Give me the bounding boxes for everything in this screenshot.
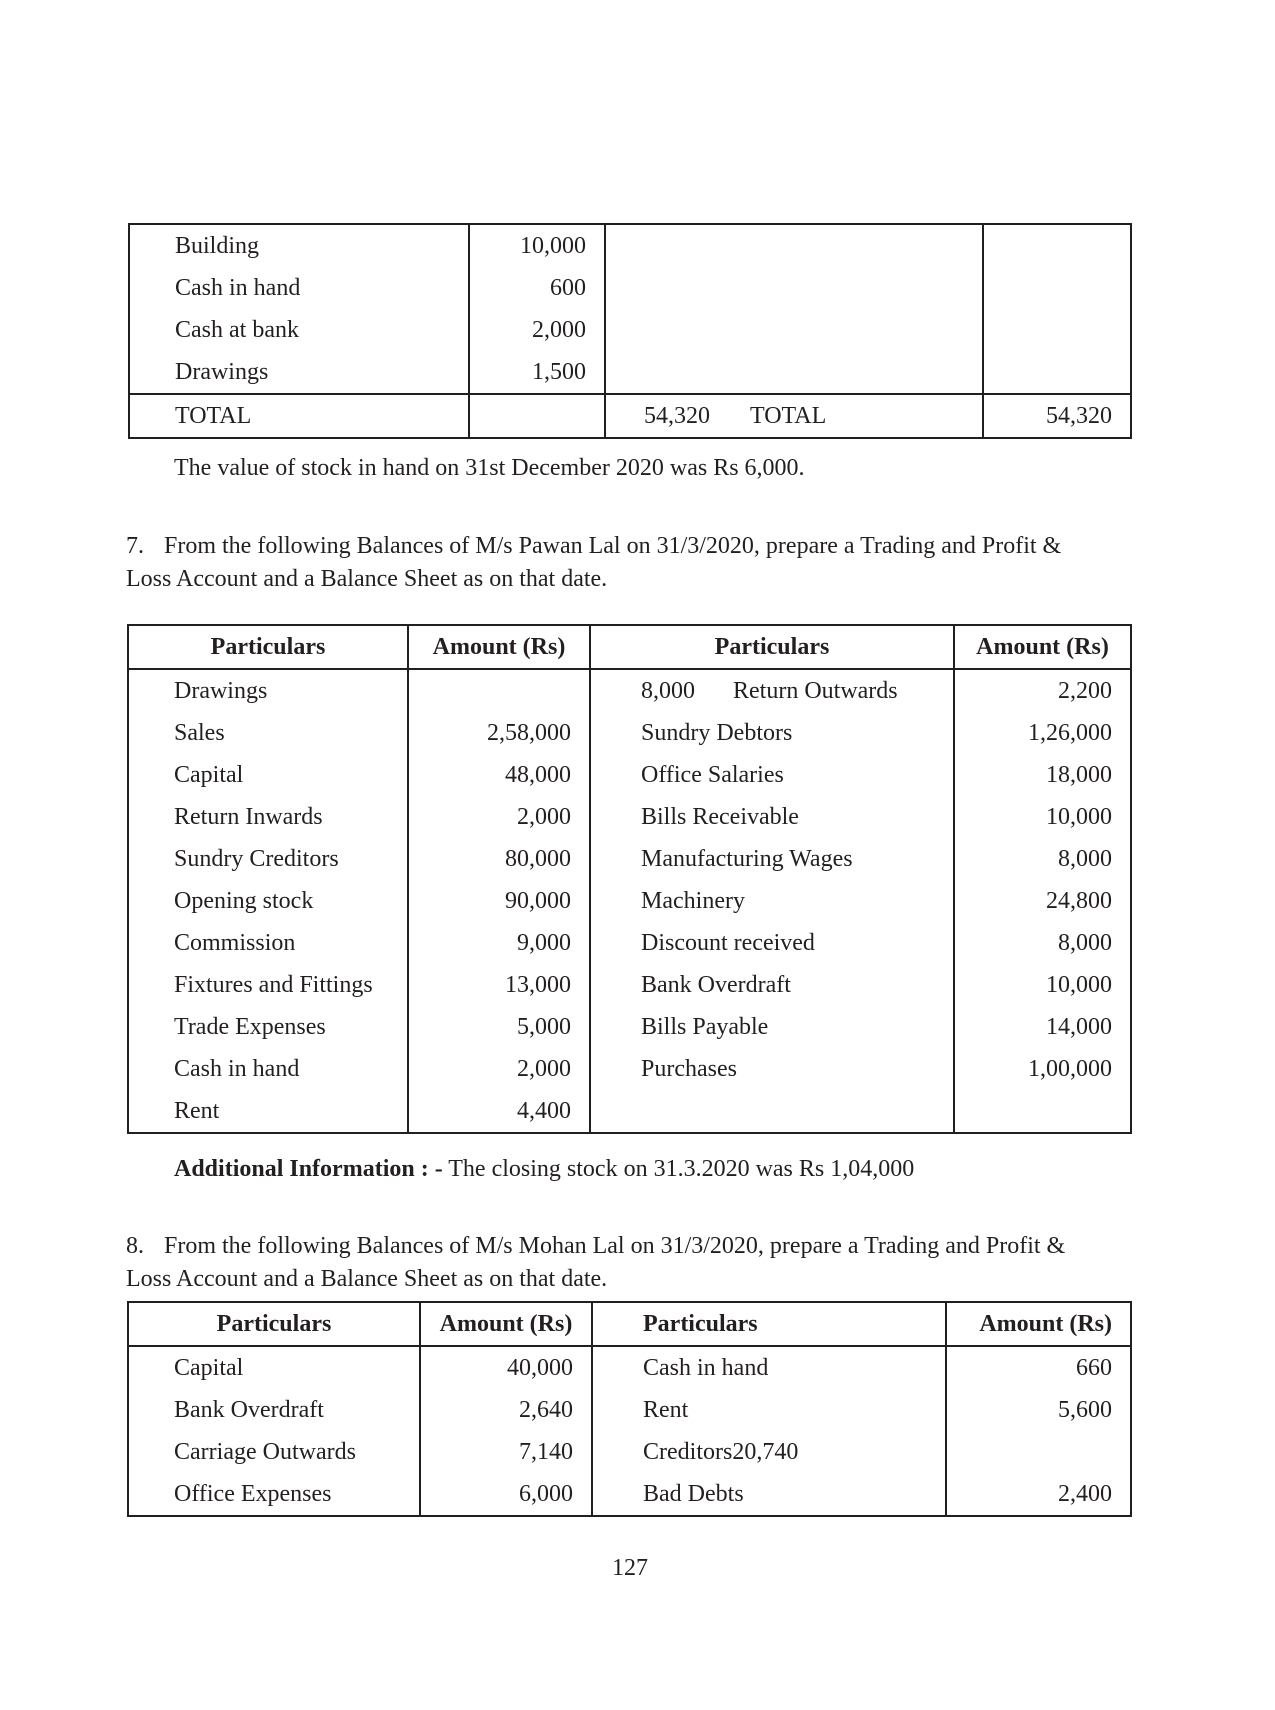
table-row: Drawings 8,000 Return Outwards 2,200 [128, 669, 1131, 712]
column-header: Amount (Rs) [976, 633, 1109, 660]
particular-cell: Building [129, 224, 469, 267]
table-row: Office Expenses 6,000 Bad Debts 2,400 [128, 1473, 1131, 1516]
question-line-2: Loss Account and a Balance Sheet as on that date. [126, 1266, 608, 1292]
question-line-2: Loss Account and a Balance Sheet as on that date. [126, 566, 608, 592]
column-header: Particulars [128, 625, 408, 669]
table-row: Opening stock 90,000 Machinery 24,800 [128, 880, 1131, 922]
column-header: Amount (Rs) [420, 1302, 592, 1346]
total-amount-right: 54,320 [983, 394, 1131, 438]
total-amount-left: 54,320 [644, 402, 710, 429]
total-amount-left-cell [605, 394, 983, 438]
table-row: Return Inwards 2,000 Bills Receivable 10,000 [128, 796, 1131, 838]
table-row [129, 351, 1131, 394]
table-row [129, 267, 1131, 309]
table-row: Carriage Outwards 7,140 Creditors20,740 [128, 1431, 1131, 1473]
table-header-row [128, 625, 1131, 669]
question-number: 8. [126, 1233, 144, 1259]
column-header: Particulars [590, 625, 954, 669]
particular-cell: Drawings [129, 351, 469, 394]
table-row: Rent 4,400 [128, 1090, 1131, 1133]
table-row: Trade Expenses 5,000 Bills Payable 14,000 [128, 1006, 1131, 1048]
table-row [129, 224, 1131, 267]
q7-balance-table [127, 624, 1132, 1134]
page-number: 127 [612, 1555, 648, 1581]
question-line-1: From the following Balances of M/s Pawan Lal on 31/3/2020, prepare a Trading and Profit & [164, 533, 1062, 559]
continued-balance-table [128, 223, 1132, 439]
additional-label: Additional Information : - [174, 1156, 443, 1182]
particular-cell: Cash at bank [129, 309, 469, 351]
table-row: Bank Overdraft 2,640 Rent 5,600 [128, 1389, 1131, 1431]
additional-information [174, 1153, 1174, 1186]
total-label-left: TOTAL [129, 394, 469, 438]
column-header: Particulars [128, 1302, 420, 1346]
table-row: Capital 40,000 Cash in hand 660 [128, 1346, 1131, 1389]
question-8-text [126, 1230, 1126, 1296]
total-label-right: TOTAL [750, 402, 827, 429]
table-row: Commission 9,000 Discount received 8,000 [128, 922, 1131, 964]
table-row: Fixtures and Fittings 13,000 Bank Overdraft 10,000 [128, 964, 1131, 1006]
table-row [129, 309, 1131, 351]
question-7-text [126, 530, 1126, 596]
particular-cell: Cash in hand [129, 267, 469, 309]
table-row: Sundry Creditors 80,000 Manufacturing Wages 8,000 [128, 838, 1131, 880]
q8-balance-table [127, 1301, 1132, 1517]
column-header: Amount (Rs) [408, 625, 590, 669]
column-header: Particulars [592, 1302, 946, 1346]
amount-cell: 2,000 [469, 309, 605, 351]
amount-cell: 600 [469, 267, 605, 309]
table-header-row [128, 1302, 1131, 1346]
table-row: Sales 2,58,000 Sundry Debtors 1,26,000 [128, 712, 1131, 754]
table-row: Capital 48,000 Office Salaries 18,000 [128, 754, 1131, 796]
total-row [129, 394, 1131, 438]
additional-text: The closing stock on 31.3.2020 was Rs 1,04,000 [448, 1156, 915, 1182]
stock-note: The value of stock in hand on 31st December 2020 was Rs 6,000. [174, 455, 805, 481]
question-number: 7. [126, 533, 144, 559]
amount-cell: 10,000 [469, 224, 605, 267]
question-line-1: From the following Balances of M/s Mohan Lal on 31/3/2020, prepare a Trading and Profit & [164, 1233, 1066, 1259]
table-row: Cash in hand 2,000 Purchases 1,00,000 [128, 1048, 1131, 1090]
column-header: Amount (Rs) [979, 1310, 1112, 1337]
amount-cell: 1,500 [469, 351, 605, 394]
